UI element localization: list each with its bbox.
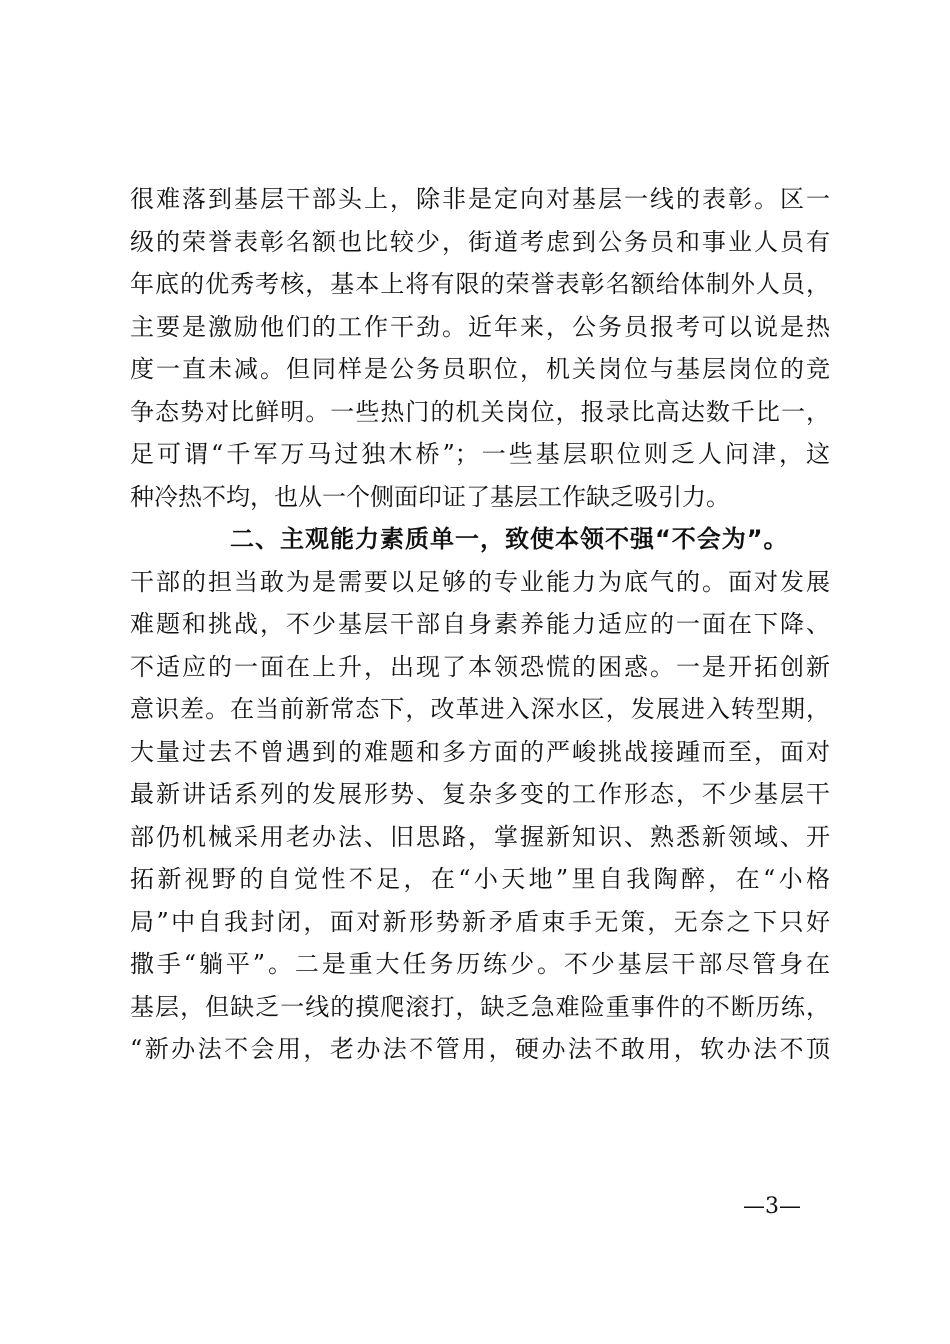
text-line: 大量过去不曾遇到的难题和多方面的严峻挑战接踵而至，面对 — [130, 737, 830, 766]
paragraph-1 — [130, 178, 830, 518]
text-line: 级的荣誉表彰名额也比较少，街道考虑到公务员和事业人员有 — [130, 227, 830, 256]
text-line: 争态势对比鲜明。一些热门的机关岗位，报录比高达数千比一， — [130, 397, 830, 426]
text-line: 干部的担当敢为是需要以足够的专业能力为底气的。面对发展 — [130, 567, 830, 596]
text-line: 不适应的一面在上升，出现了本领恐慌的困惑。一是开拓创新 — [130, 652, 830, 681]
text-line: 局”中自我封闭，面对新形势新矛盾束手无策，无奈之下只好 — [130, 907, 830, 936]
text-line: 种冷热不均，也从一个侧面印证了基层工作缺乏吸引力。 — [130, 482, 730, 511]
text-line: 最新讲话系列的发展形势、复杂多变的工作形态，不少基层干 — [130, 780, 830, 808]
text-line: 很难落到基层干部头上，除非是定向对基层一线的表彰。区一 — [130, 185, 830, 213]
text-line: 难题和挑战，不少基层干部自身素养能力适应的一面在下降、 — [130, 610, 830, 638]
text-line: 意识差。在当前新常态下，改革进入深水区，发展进入转型期， — [130, 695, 830, 723]
paragraph-2 — [130, 561, 830, 1071]
page-number: —3— — [743, 1194, 801, 1219]
section-heading: 二、主观能力素质单一，致使本领不强“不会为”。 — [230, 525, 789, 553]
text-line: 度一直未减。但同样是公务员职位，机关岗位与基层岗位的竞 — [130, 355, 830, 383]
text-line: 部仍机械采用老办法、旧思路，掌握新知识、熟悉新领域、开 — [130, 822, 830, 851]
text-line: 拓新视野的自觉性不足，在“小天地”里自我陶醉，在“小格 — [130, 865, 830, 893]
text-line: “新办法不会用，老办法不管用，硬办法不敢用，软办法不顶 — [130, 1035, 830, 1063]
text-line: 足可谓“千军万马过独木桥”；一些基层职位则乏人问津，这 — [130, 440, 830, 468]
text-line: 撒手“躺平”。二是重大任务历练少。不少基层干部尽管身在 — [130, 950, 830, 978]
text-line: 基层，但缺乏一线的摸爬滚打，缺乏急难险重事件的不断历练， — [130, 992, 830, 1021]
body-text — [130, 178, 830, 1071]
text-line: 年底的优秀考核，基本上将有限的荣誉表彰名额给体制外人员， — [130, 270, 830, 298]
text-line: 主要是激励他们的工作干劲。近年来，公务员报考可以说是热 — [130, 312, 830, 341]
